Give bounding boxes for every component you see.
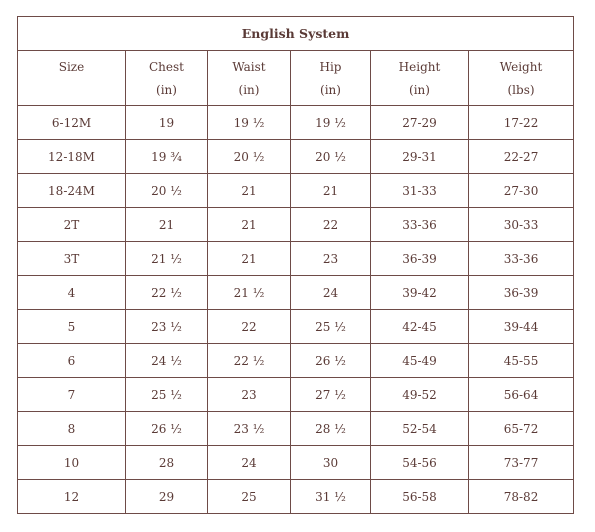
- column-header-weight: [469, 51, 574, 106]
- title-row: [18, 17, 574, 51]
- cell-weight: 45-55: [469, 344, 574, 378]
- cell-waist: 22 ½: [208, 344, 291, 378]
- table-body: [18, 106, 574, 514]
- table-row: [18, 140, 574, 174]
- cell-size: 3T: [18, 242, 126, 276]
- cell-size: 10: [18, 446, 126, 480]
- cell-size: 4: [18, 276, 126, 310]
- cell-height: 29-31: [371, 140, 469, 174]
- cell-hip: 27 ½: [291, 378, 371, 412]
- cell-chest: 20 ½: [126, 174, 208, 208]
- cell-weight: 27-30: [469, 174, 574, 208]
- column-header-size: [18, 51, 126, 106]
- table-row: [18, 446, 574, 480]
- cell-weight: 33-36: [469, 242, 574, 276]
- cell-chest: 24 ½: [126, 344, 208, 378]
- cell-waist: 22: [208, 310, 291, 344]
- cell-weight: 39-44: [469, 310, 574, 344]
- size-chart-table: [17, 16, 574, 514]
- column-header-label: Weight: [499, 60, 543, 74]
- cell-size: 6: [18, 344, 126, 378]
- cell-hip: 26 ½: [291, 344, 371, 378]
- cell-chest: 26 ½: [126, 412, 208, 446]
- cell-chest: 19: [126, 106, 208, 140]
- cell-weight: 56-64: [469, 378, 574, 412]
- cell-hip: 30: [291, 446, 371, 480]
- cell-size: 7: [18, 378, 126, 412]
- cell-chest: 28: [126, 446, 208, 480]
- cell-hip: 28 ½: [291, 412, 371, 446]
- cell-hip: 31 ½: [291, 480, 371, 514]
- cell-height: 39-42: [371, 276, 469, 310]
- cell-height: 36-39: [371, 242, 469, 276]
- column-header-waist: [208, 51, 291, 106]
- column-header-height: [371, 51, 469, 106]
- table-row: [18, 378, 574, 412]
- cell-size: 12-18M: [18, 140, 126, 174]
- cell-size: 18-24M: [18, 174, 126, 208]
- cell-weight: 30-33: [469, 208, 574, 242]
- cell-height: 45-49: [371, 344, 469, 378]
- cell-size: 6-12M: [18, 106, 126, 140]
- cell-height: 49-52: [371, 378, 469, 412]
- cell-waist: 23: [208, 378, 291, 412]
- column-header-unit: (in): [409, 83, 430, 97]
- cell-waist: 21: [208, 208, 291, 242]
- cell-size: 8: [18, 412, 126, 446]
- table-row: [18, 106, 574, 140]
- table-row: [18, 208, 574, 242]
- cell-chest: 19 ¾: [126, 140, 208, 174]
- table-row: [18, 480, 574, 514]
- cell-chest: 21: [126, 208, 208, 242]
- cell-hip: 24: [291, 276, 371, 310]
- cell-height: 33-36: [371, 208, 469, 242]
- cell-size: 5: [18, 310, 126, 344]
- header-row: [18, 51, 574, 106]
- cell-size: 12: [18, 480, 126, 514]
- cell-waist: 24: [208, 446, 291, 480]
- cell-hip: 21: [291, 174, 371, 208]
- cell-weight: 17-22: [469, 106, 574, 140]
- column-header-unit: (in): [238, 83, 260, 97]
- cell-chest: 21 ½: [126, 242, 208, 276]
- cell-height: 42-45: [371, 310, 469, 344]
- cell-chest: 23 ½: [126, 310, 208, 344]
- cell-waist: 23 ½: [208, 412, 291, 446]
- cell-hip: 20 ½: [291, 140, 371, 174]
- column-header-unit: (in): [320, 83, 341, 97]
- table-row: [18, 242, 574, 276]
- cell-waist: 20 ½: [208, 140, 291, 174]
- cell-waist: 19 ½: [208, 106, 291, 140]
- cell-chest: 22 ½: [126, 276, 208, 310]
- cell-height: 27-29: [371, 106, 469, 140]
- cell-waist: 21 ½: [208, 276, 291, 310]
- table-row: [18, 412, 574, 446]
- cell-height: 54-56: [371, 446, 469, 480]
- cell-height: 31-33: [371, 174, 469, 208]
- column-header-label: Size: [58, 60, 85, 74]
- column-header-unit: (in): [156, 83, 177, 97]
- column-header-chest: [126, 51, 208, 106]
- column-header-unit: (lbs): [507, 83, 535, 97]
- table-row: [18, 344, 574, 378]
- cell-weight: 22-27: [469, 140, 574, 174]
- cell-height: 52-54: [371, 412, 469, 446]
- cell-waist: 21: [208, 242, 291, 276]
- cell-weight: 78-82: [469, 480, 574, 514]
- cell-chest: 25 ½: [126, 378, 208, 412]
- cell-waist: 21: [208, 174, 291, 208]
- column-header-label: Chest: [149, 60, 184, 74]
- table-row: [18, 174, 574, 208]
- column-header-label: Waist: [232, 60, 266, 74]
- table-row: [18, 310, 574, 344]
- cell-hip: 22: [291, 208, 371, 242]
- cell-waist: 25: [208, 480, 291, 514]
- table-title: English System: [18, 17, 574, 51]
- column-header-hip: [291, 51, 371, 106]
- cell-hip: 25 ½: [291, 310, 371, 344]
- cell-chest: 29: [126, 480, 208, 514]
- column-header-label: Height: [398, 60, 441, 74]
- cell-hip: 23: [291, 242, 371, 276]
- column-header-label: Hip: [319, 60, 342, 74]
- cell-weight: 73-77: [469, 446, 574, 480]
- cell-height: 56-58: [371, 480, 469, 514]
- cell-size: 2T: [18, 208, 126, 242]
- cell-weight: 65-72: [469, 412, 574, 446]
- table-row: [18, 276, 574, 310]
- cell-weight: 36-39: [469, 276, 574, 310]
- cell-hip: 19 ½: [291, 106, 371, 140]
